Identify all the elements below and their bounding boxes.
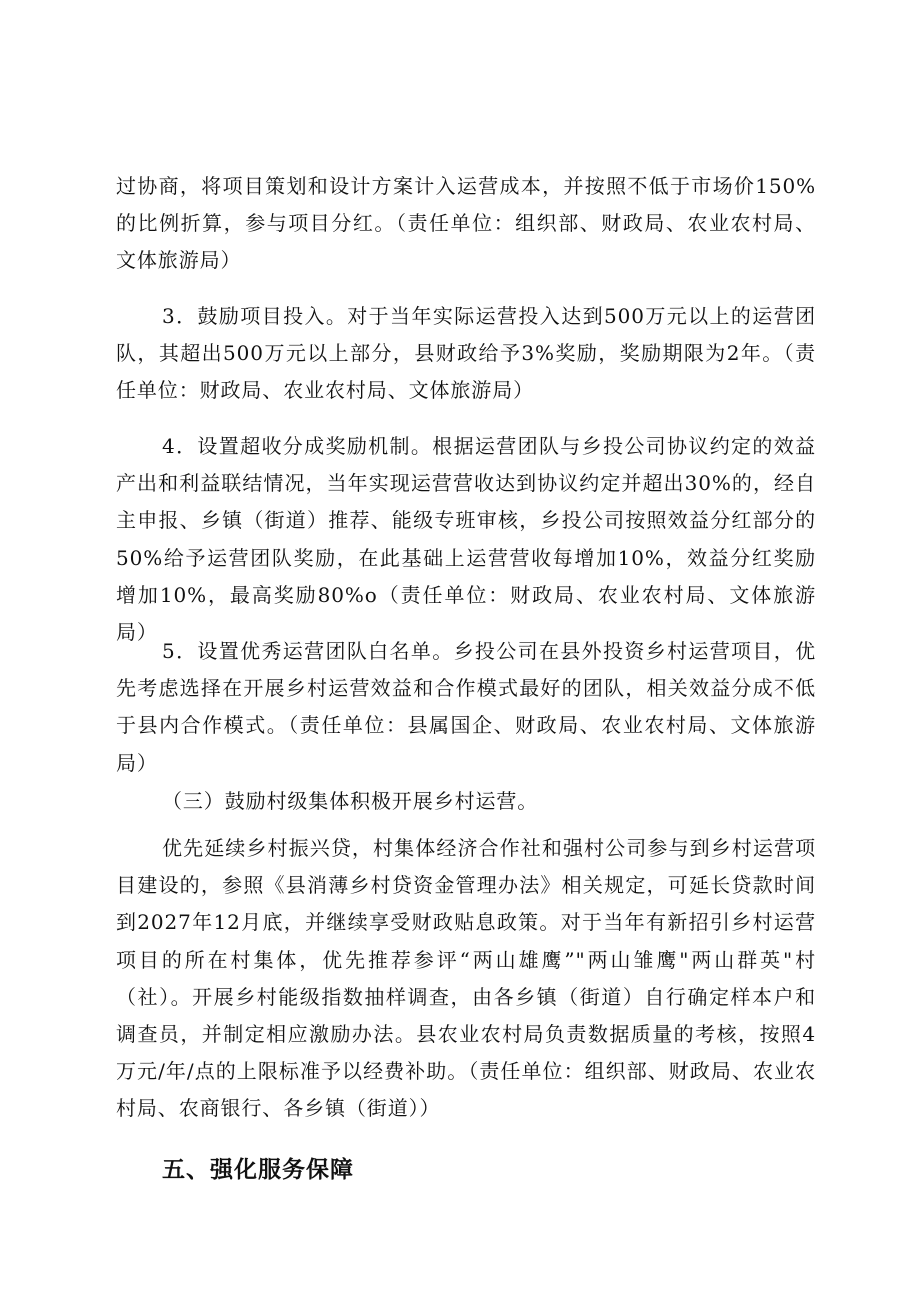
paragraph-item-3-investment: 3．鼓励项目投入。对于当年实际运营投入达到500万元以上的运营团队，其超出500万元以上部分，县财政给予3%奖励，奖励期限为2年。（责任单位：财政局、农业农村局、文体旅游局） <box>116 304 816 403</box>
subsection-heading-3: （三）鼓励村级集体积极开展乡村运营。 <box>162 789 539 813</box>
paragraph-village-collective: 优先延续乡村振兴贷，村集体经济合作社和强村公司参与到乡村运营项目建设的，参照《县消薄乡村贷资金管理办法》相关规定，可延长贷款时间到2027年12月底，并继续享受财政贴息政策。对于当年有新招引乡村运营项目的所在村集体，优先推荐参评“两山雄鹰”"两山雏鹰"两山群英"村（社）。开展乡村能级指数抽样调查，由各乡镇（街道）自行确定样本户和调查员，并制定相应激励办法。县农业农村局负责数据质量的考核，按照4万元/年/点的上限标准予以经费补助。（责任单位：组织部、财政局、农业农村局、农商银行、各乡镇（街道）） <box>116 836 816 1121</box>
paragraph-item-4-excess-revenue: 4．设置超收分成奖励机制。根据运营团队与乡投公司协议约定的效益产出和利益联结情况，当年实现运营营收达到协议约定并超出30%的，经自主申报、乡镇（街道）推荐、能级专班审核，乡投公司按照效益分红部分的50%给予运营团队奖励，在此基础上运营营收每增加10%，效益分红奖励增加10%，最高奖励80%o（责任单位：财政局、农业农村局、文体旅游局） <box>116 434 816 645</box>
section-heading-5: 五、强化服务保障 <box>162 1157 354 1183</box>
paragraph-operating-cost: 过协商，将项目策划和设计方案计入运营成本，并按照不低于市场价150%的比例折算，参与项目分红。（责任单位：组织部、财政局、农业农村局、文体旅游局） <box>116 174 816 273</box>
paragraph-item-5-whitelist: 5．设置优秀运营团队白名单。乡投公司在县外投资乡村运营项目，优先考虑选择在开展乡村运营效益和合作模式最好的团队，相关效益分成不低于县内合作模式。（责任单位：县属国企、财政局、农业农村局、文体旅游局） <box>116 639 816 775</box>
